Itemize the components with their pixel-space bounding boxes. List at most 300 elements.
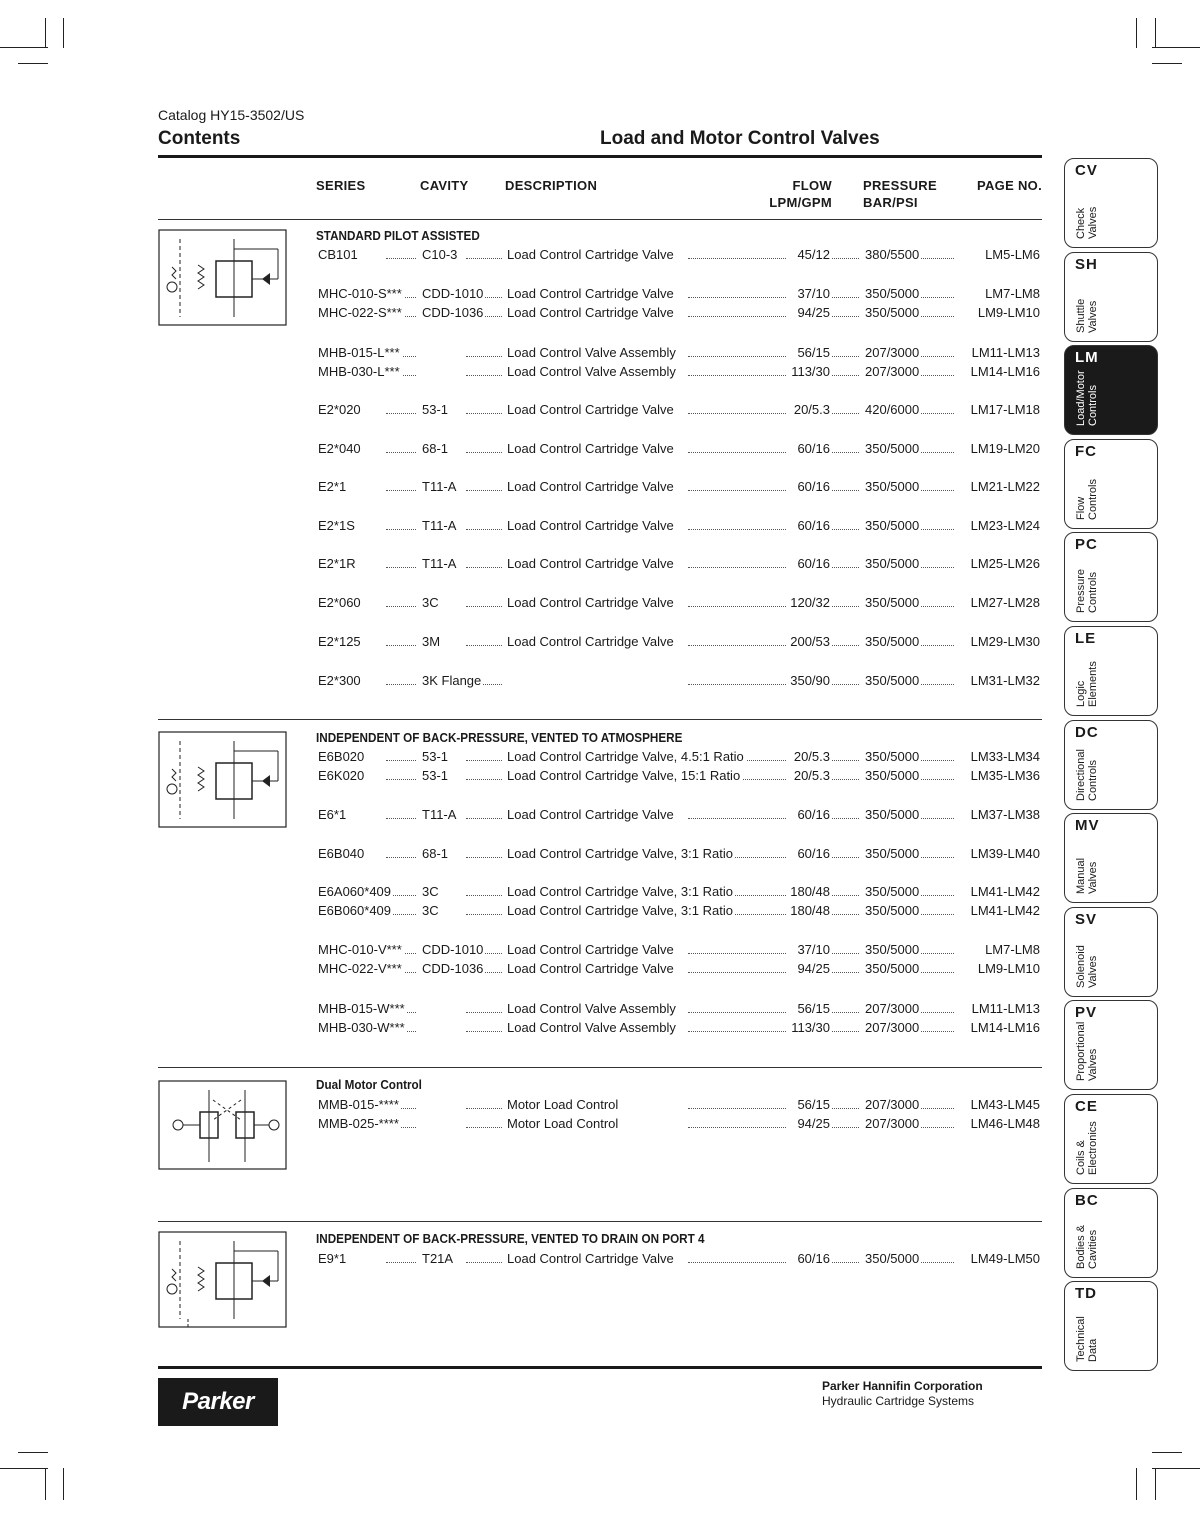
dot-leader [466,779,502,780]
section-rule [158,1067,1042,1068]
dot-leader [688,1262,786,1263]
tab-ce[interactable] [1064,1094,1158,1184]
cell-desc: Load Control Cartridge Valve [507,595,674,610]
cell-desc: Load Control Valve Assembly [507,1020,676,1035]
cell-desc: Load Control Cartridge Valve [507,479,674,494]
tab-label [1075,346,1099,426]
cell-press: 380/5500 [865,247,920,262]
tab-code: SH [1075,255,1098,273]
tab-code: PV [1075,1004,1098,1022]
dot-leader [688,529,786,530]
cell-flow: 180/48 [790,903,830,918]
cell-series: MHC-022-S*** [318,305,402,320]
dot-leader [466,1262,502,1263]
cell-flow: 60/16 [797,556,830,571]
crop-mark [45,1468,46,1500]
tab-label-line2: Controls [1087,759,1099,801]
tab-dc[interactable] [1064,720,1158,810]
cell-flow: 94/25 [797,1116,830,1131]
cell-series: E2*1R [318,556,356,571]
dot-leader [688,297,786,298]
cell-desc: Load Control Cartridge Valve [507,961,674,976]
cell-flow: 60/16 [797,479,830,494]
cell-flow: 20/5.3 [793,749,830,764]
cell-cavity: 53-1 [422,402,449,417]
dot-leader [688,645,786,646]
cell-press: 350/5000 [865,286,920,301]
cell-press: 207/3000 [865,1001,920,1016]
cell-press: 207/3000 [865,345,920,360]
cell-press: 350/5000 [865,942,920,957]
pilot-assisted-schematic-icon [158,229,288,327]
dot-leader [386,529,416,530]
table-row [316,401,1042,419]
cell-flow: 56/15 [797,345,830,360]
cell-desc: Motor Load Control [507,1097,619,1112]
section-rule [158,1221,1042,1222]
cell-cavity: T11-A [422,479,457,494]
col-series: SERIES [316,178,366,193]
tab-label-line1: Flow [1075,496,1087,520]
table-row [316,767,1042,785]
tab-code: SV [1075,910,1098,928]
crop-mark [1152,1468,1200,1469]
parker-logo: Parker [158,1378,278,1426]
crop-mark [1155,18,1156,48]
tab-label-line1: Coils & [1075,1140,1087,1175]
table-row [316,672,1042,690]
cell-cavity: CDD-1036 [422,961,484,976]
dot-leader [688,1127,786,1128]
cell-cavity: 3M [422,634,441,649]
dot-leader [688,684,786,685]
cell-flow: 113/30 [791,1020,830,1035]
cell-cavity: T11-A [422,556,457,571]
cell-press: 350/5000 [865,884,920,899]
cell-page: LM11-LM13 [971,345,1040,360]
table-row [316,517,1042,535]
cell-desc: Load Control Cartridge Valve [507,807,674,822]
dot-leader [466,895,502,896]
tab-label-line2: Data [1087,1338,1099,1363]
cell-page: LM35-LM36 [970,768,1040,783]
crop-mark [1152,47,1200,48]
col-cavity: CAVITY [420,178,469,193]
dot-leader [386,258,416,259]
table-row [316,246,1042,264]
dot-leader [466,529,502,530]
cell-series: MHB-015-W*** [318,1001,405,1016]
tab-label-line2: Valves [1087,206,1099,239]
tab-label-line1: Bodies & [1075,1224,1087,1269]
tab-bc[interactable] [1064,1188,1158,1278]
cell-press: 350/5000 [865,1251,920,1266]
col-flow-line2: LPM/GPM [769,195,832,210]
cell-series: E6*1 [318,807,347,822]
dot-leader [386,606,416,607]
dot-leader [466,914,502,915]
cell-press: 350/5000 [865,673,920,688]
cell-series: CB101 [318,247,358,262]
tab-label [1075,627,1099,707]
cell-press: 350/5000 [865,595,920,610]
cell-flow: 350/90 [790,673,830,688]
cell-page: LM19-LM20 [970,441,1040,456]
tab-label-line2: Electronics [1087,1121,1099,1175]
company-name: Parker Hannifin Corporation [822,1379,983,1393]
cell-series: MMB-015-**** [318,1097,399,1112]
table-row [316,555,1042,573]
table-row [316,883,1042,901]
tab-label-line2: Valves [1087,1049,1099,1082]
cell-series: MHB-015-L*** [318,345,400,360]
table-row [316,363,1042,381]
cell-page: LM25-LM26 [970,556,1040,571]
cell-press: 350/5000 [865,634,920,649]
table-row [316,748,1042,766]
tab-label [1075,1001,1099,1081]
vented-drain-schematic-icon [158,1231,288,1329]
cell-press: 350/5000 [865,903,920,918]
dot-leader [386,779,416,780]
tab-label-line1: Check [1075,207,1087,239]
cell-page: LM21-LM22 [970,479,1040,494]
crop-mark [18,1452,48,1453]
cell-series: MHC-022-V*** [318,961,402,976]
tab-sv[interactable] [1064,907,1158,997]
dot-leader [466,375,502,376]
cell-series: E2*1 [318,479,347,494]
section-title: Dual Motor Control [316,1077,422,1092]
cell-page: LM39-LM40 [970,846,1040,861]
dot-leader [386,1262,416,1263]
dot-leader [466,1127,502,1128]
col-pressure [863,177,937,211]
tab-label [1075,1095,1099,1175]
col-pressure-line1: PRESSURE [863,178,937,193]
dot-leader [386,818,416,819]
dot-leader [466,567,502,568]
cell-series: E6A060*409 [318,884,392,899]
table-row [316,941,1042,959]
crop-mark [18,63,48,64]
cell-desc: Load Control Cartridge Valve, 3:1 Ratio [507,846,733,861]
tab-label [1075,159,1099,239]
cell-flow: 60/16 [797,518,830,533]
cell-desc: Load Control Valve Assembly [507,345,676,360]
dot-leader [688,1108,786,1109]
tab-label-line1: Proportional [1075,1022,1087,1082]
cell-page: LM7-LM8 [985,286,1040,301]
tab-code: CV [1075,162,1098,179]
cell-press: 207/3000 [865,1116,920,1131]
cell-page: LM5-LM6 [985,247,1040,262]
tab-code: CE [1075,1098,1098,1115]
crop-mark [1152,1452,1182,1453]
cell-flow: 120/32 [790,595,830,610]
cell-press: 350/5000 [865,441,920,456]
dot-leader [386,413,416,414]
crop-mark [45,18,46,48]
cell-cavity: T11-A [422,807,457,822]
tab-label [1075,440,1099,520]
cell-press: 350/5000 [865,556,920,571]
cell-desc: Load Control Cartridge Valve [507,305,674,320]
cell-cavity: C10-3 [422,247,458,262]
cell-series: E9*1 [318,1251,347,1266]
tab-le[interactable] [1064,626,1158,716]
vented-atmosphere-schematic-icon [158,731,288,829]
table-row [316,285,1042,303]
cell-cavity: T21A [422,1251,454,1266]
cell-flow: 60/16 [797,846,830,861]
dot-leader [466,857,502,858]
cell-desc: Motor Load Control [507,1116,619,1131]
tab-label [1075,908,1099,988]
crop-mark [63,1468,64,1500]
table-row [316,902,1042,920]
tab-label-line2: Valves [1087,861,1099,895]
table-row [316,594,1042,612]
cell-series: MHC-010-V*** [318,942,402,957]
table-row [316,304,1042,322]
tab-pc[interactable] [1064,532,1158,622]
dot-leader [386,490,416,491]
cell-cavity: 68-1 [422,846,449,861]
dot-leader [466,356,502,357]
tab-cv[interactable] [1064,158,1158,248]
tab-mv[interactable] [1064,813,1158,903]
table-row [316,1019,1042,1037]
cell-series: MMB-025-**** [318,1116,399,1131]
dot-leader [688,490,786,491]
dot-leader [386,645,416,646]
tab-code: TD [1075,1285,1097,1303]
cell-desc: Load Control Cartridge Valve [507,286,674,301]
cell-series: MHB-030-L*** [318,364,400,379]
cell-flow: 200/53 [790,634,830,649]
tab-label-line1: Pressure [1075,569,1087,614]
cell-desc: Load Control Valve Assembly [507,1001,676,1016]
section-rule [158,219,1042,220]
cell-page: LM11-LM13 [971,1001,1040,1016]
footer-rule [158,1366,1042,1369]
cell-page: LM46-LM48 [970,1116,1040,1131]
cell-cavity: CDD-1010 [422,286,484,301]
tab-label [1075,1189,1099,1269]
cell-series: MHC-010-S*** [318,286,402,301]
table-row [316,1250,1042,1268]
cell-series: E6B060*409 [318,903,392,918]
cell-page: LM33-LM34 [970,749,1040,764]
cell-page: LM14-LM16 [970,1020,1040,1035]
cell-flow: 113/30 [791,364,830,379]
dot-leader [466,818,502,819]
header-rule [158,155,1042,158]
crop-mark [1155,1468,1156,1500]
dot-leader [386,760,416,761]
page-heading: Contents [158,128,241,149]
cell-series: E6B020 [318,749,365,764]
table-row [316,1000,1042,1018]
cell-flow: 60/16 [797,1251,830,1266]
crop-mark [63,18,64,48]
dot-leader [688,452,786,453]
cell-cavity: 53-1 [422,768,449,783]
cell-page: LM49-LM50 [970,1251,1040,1266]
cell-desc: Load Control Cartridge Valve [507,634,674,649]
cell-page: LM9-LM10 [977,305,1040,320]
tab-code: LM [1075,349,1099,367]
cell-flow: 37/10 [797,286,830,301]
tab-label [1075,814,1099,894]
dot-leader [466,760,502,761]
tab-fc[interactable] [1064,439,1158,529]
cell-press: 207/3000 [865,1097,920,1112]
dot-leader [466,413,502,414]
cell-press: 350/5000 [865,807,920,822]
dot-leader [688,1031,786,1032]
cell-desc: Load Control Cartridge Valve [507,441,674,456]
cell-press: 350/5000 [865,846,920,861]
tab-lm[interactable] [1064,345,1158,435]
tab-code: PC [1075,536,1098,554]
tab-label-line1: Solenoid [1075,944,1087,988]
cell-press: 350/5000 [865,961,920,976]
cell-press: 350/5000 [865,305,920,320]
section-rule [158,719,1042,720]
tab-code: MV [1075,817,1100,835]
cell-desc: Load Control Cartridge Valve [507,518,674,533]
tab-label-line2: Valves [1087,955,1099,988]
dot-leader [688,972,786,973]
section-title: INDEPENDENT OF BACK-PRESSURE, VENTED TO DRAIN ON PORT 4 [316,1231,705,1246]
cell-desc: Load Control Cartridge Valve, 15:1 Ratio [507,768,741,783]
tab-code: FC [1075,442,1097,460]
cell-desc: Load Control Valve Assembly [507,364,676,379]
dual-motor-schematic-icon [158,1080,288,1172]
cell-cavity: T11-A [422,518,457,533]
cell-cavity: 53-1 [422,749,449,764]
dot-leader [466,1031,502,1032]
tab-label-line2: Elements [1087,661,1099,707]
cell-flow: 20/5.3 [793,768,830,783]
crop-mark [0,1468,48,1469]
cell-series: E6K020 [318,768,365,783]
tab-code: BC [1075,1191,1099,1209]
dot-leader [688,567,786,568]
tab-label-line1: Logic [1075,680,1087,707]
table-row [316,344,1042,362]
tab-td[interactable] [1064,1281,1158,1371]
cell-desc: Load Control Cartridge Valve, 3:1 Ratio [507,884,733,899]
cell-series: E6B040 [318,846,365,861]
tab-sh[interactable] [1064,252,1158,342]
cell-press: 350/5000 [865,518,920,533]
cell-press: 420/6000 [865,402,920,417]
dot-leader [688,818,786,819]
cell-press: 350/5000 [865,768,920,783]
cell-page: LM9-LM10 [977,961,1040,976]
tab-label [1075,253,1099,333]
cell-series: E2*125 [318,634,361,649]
cell-flow: 60/16 [797,807,830,822]
dot-leader [386,452,416,453]
table-row [316,633,1042,651]
cell-flow: 180/48 [790,884,830,899]
cell-page: LM43-LM45 [970,1097,1040,1112]
crop-mark [0,47,48,48]
tab-label-line1: Directional [1075,748,1087,801]
cell-press: 207/3000 [865,364,920,379]
tab-pv[interactable] [1064,1000,1158,1090]
cell-flow: 94/25 [797,961,830,976]
tab-label-line2: Controls [1087,385,1099,427]
dot-leader [688,316,786,317]
cell-series: E2*060 [318,595,361,610]
dot-leader [688,606,786,607]
cell-page: LM27-LM28 [970,595,1040,610]
cell-desc: Load Control Cartridge Valve [507,247,674,262]
table-row [316,845,1042,863]
crop-mark [1136,18,1137,48]
cell-press: 350/5000 [865,749,920,764]
cell-flow: 20/5.3 [793,402,830,417]
col-flow-line1: FLOW [792,178,832,193]
dot-leader [466,452,502,453]
tab-label-line2: Cavities [1087,1229,1099,1269]
tab-label-line2: Controls [1087,572,1099,614]
cell-series: E2*040 [318,441,361,456]
cell-cavity: 3C [422,884,439,899]
tab-label-line2: Valves [1087,300,1099,333]
table-row [316,960,1042,978]
cell-series: MHB-030-W*** [318,1020,405,1035]
table-row [316,440,1042,458]
cell-desc: Load Control Cartridge Valve [507,402,674,417]
table-row [316,1096,1042,1114]
tab-code: DC [1075,723,1099,741]
dot-leader [386,567,416,568]
cell-page: LM29-LM30 [970,634,1040,649]
cell-page: LM41-LM42 [970,903,1040,918]
cell-page: LM14-LM16 [970,364,1040,379]
cell-series: E2*300 [318,673,361,688]
col-page: PAGE NO. [976,178,1042,193]
dot-leader [688,356,786,357]
table-row [316,1115,1042,1133]
crop-mark [1152,63,1182,64]
col-pressure-line2: BAR/PSI [863,195,918,210]
cell-page: LM31-LM32 [970,673,1040,688]
cell-desc: Load Control Cartridge Valve, 4.5:1 Ratio [507,749,744,764]
cell-desc: Load Control Cartridge Valve [507,942,674,957]
cell-cavity: 3K Flange [422,673,482,688]
cell-press: 207/3000 [865,1020,920,1035]
cell-cavity: 3C [422,903,439,918]
cell-series: E2*1S [318,518,355,533]
dot-leader [466,606,502,607]
dot-leader [688,258,786,259]
cell-desc: Load Control Cartridge Valve [507,556,674,571]
dot-leader [386,857,416,858]
table-row [316,806,1042,824]
cell-cavity: CDD-1010 [422,942,484,957]
dot-leader [386,684,416,685]
cell-desc: Load Control Cartridge Valve [507,1251,674,1266]
cell-page: LM7-LM8 [985,942,1040,957]
cell-flow: 56/15 [797,1097,830,1112]
